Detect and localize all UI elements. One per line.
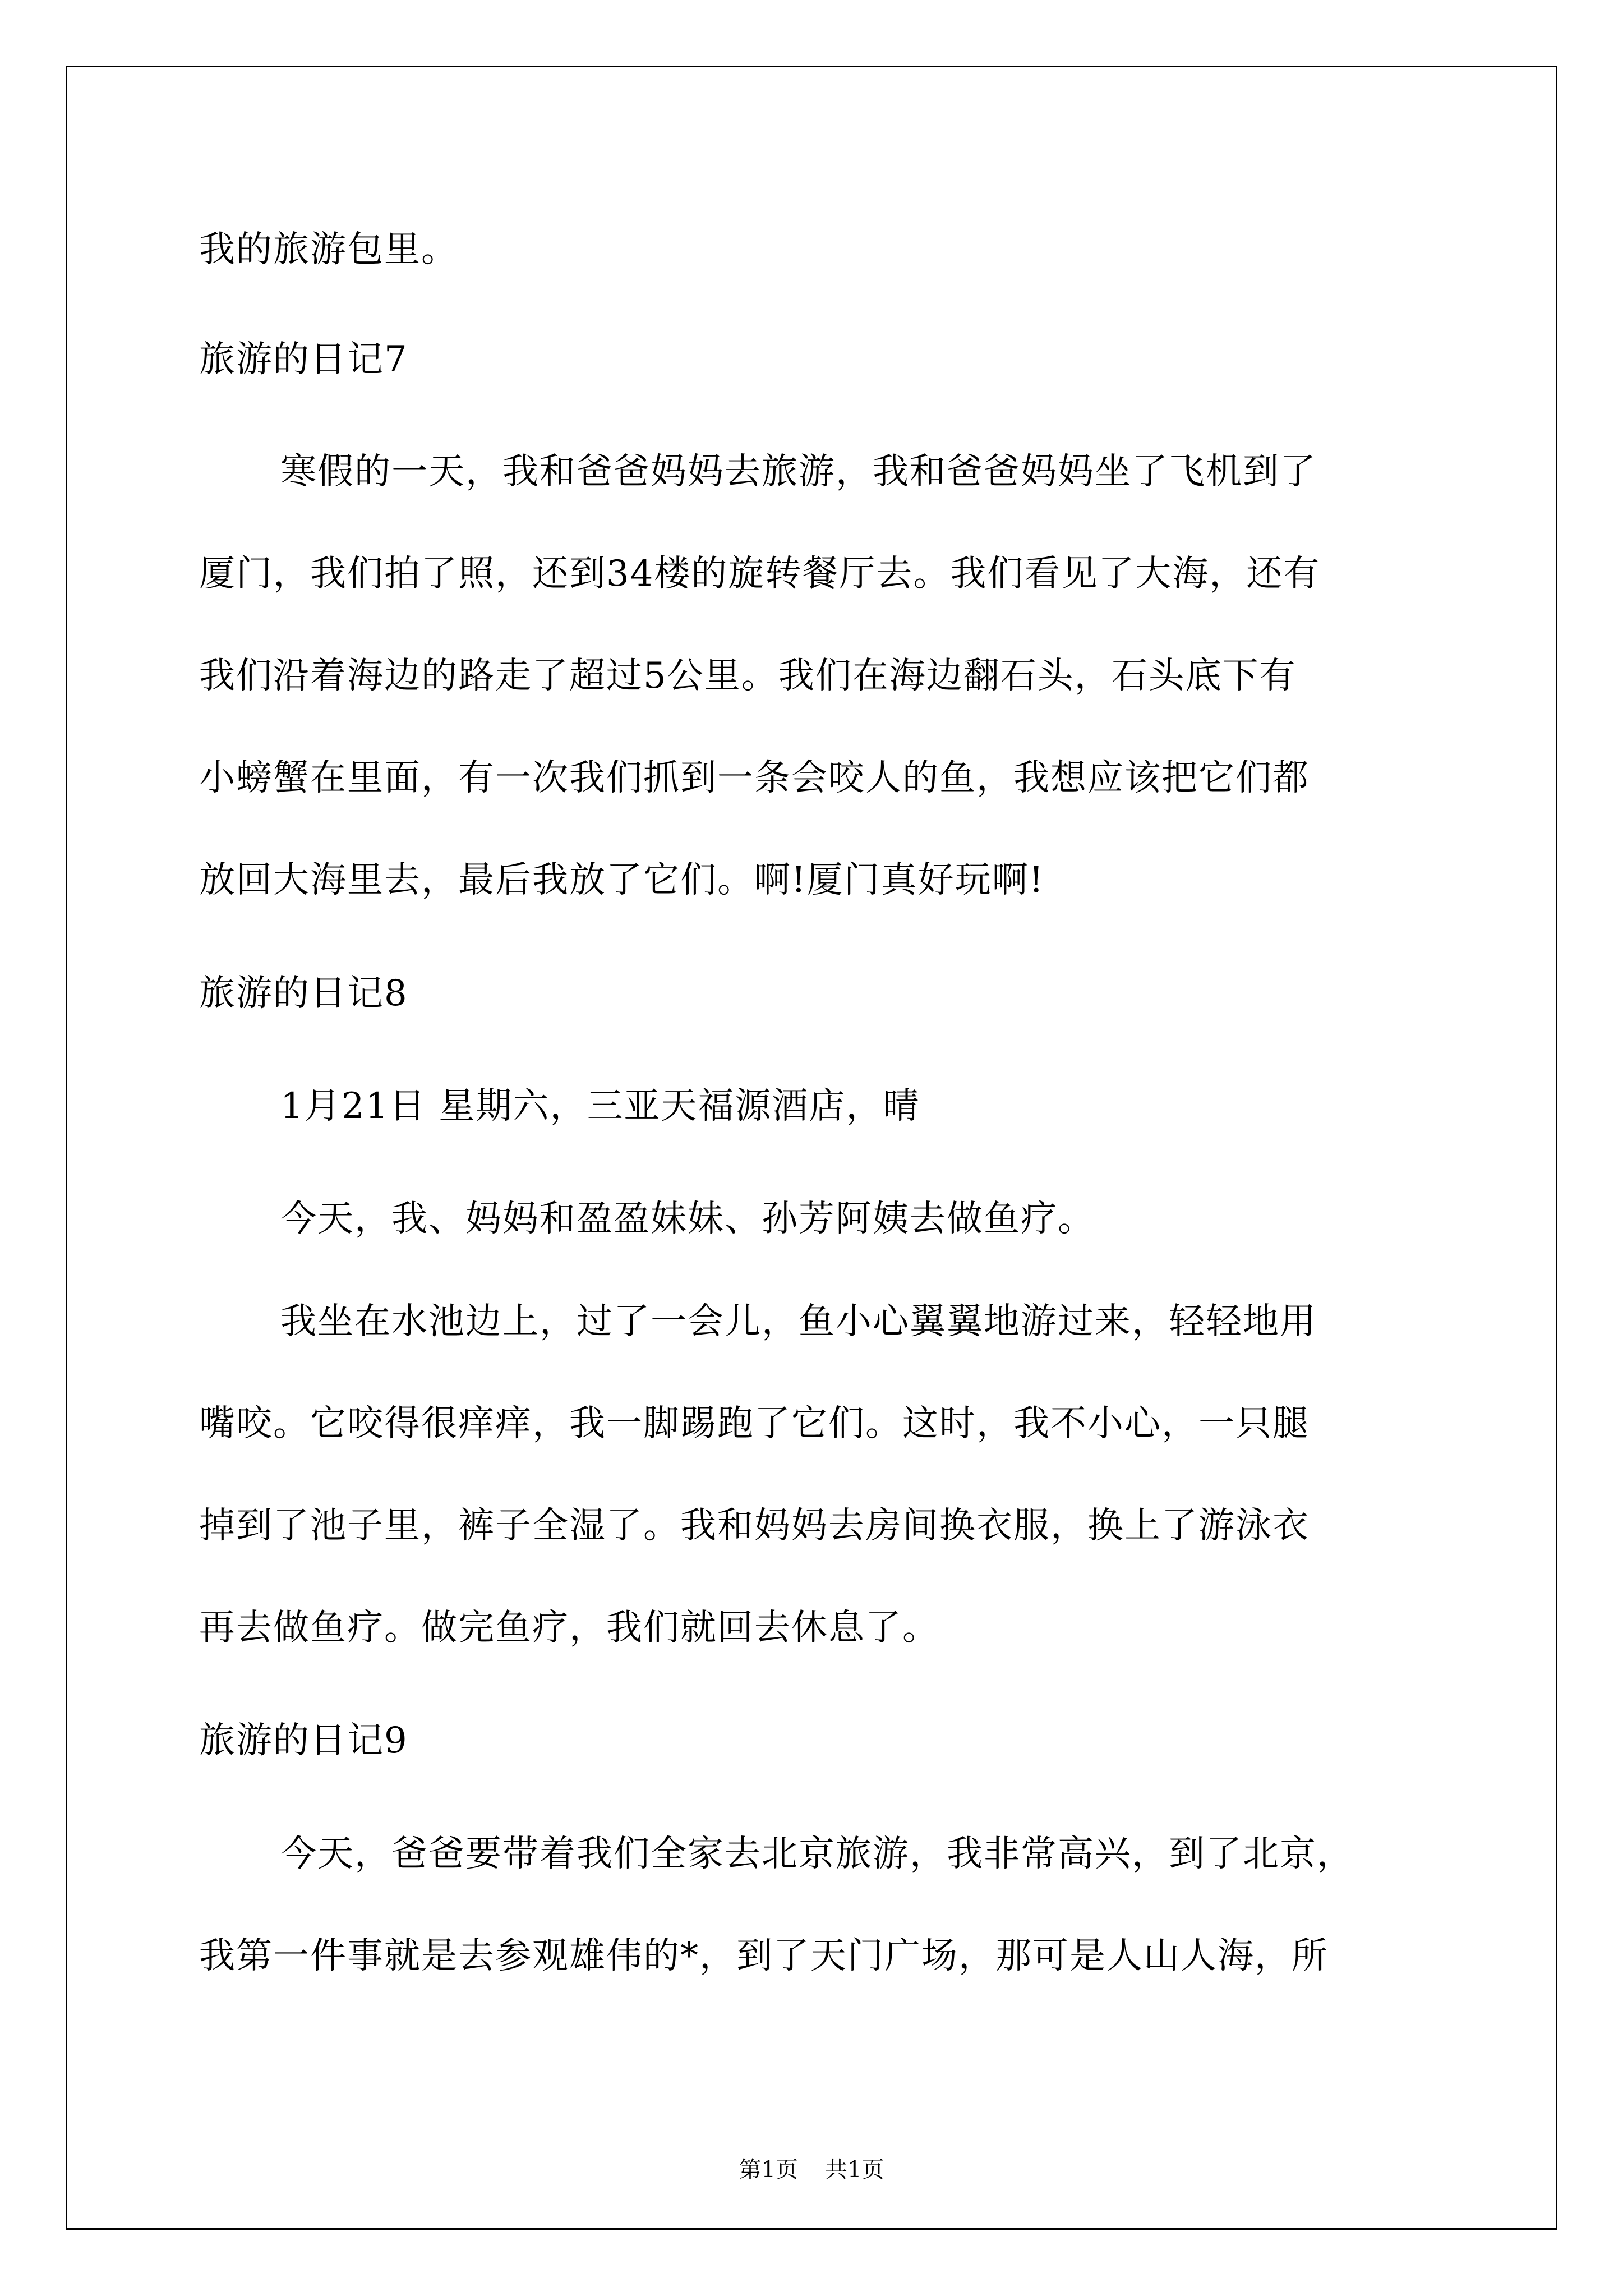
paragraph-line: 嘴咬。它咬得很痒痒，我一脚踢跑了它们。这时，我不小心，一只腿 xyxy=(199,1403,1310,1444)
page-footer xyxy=(0,2156,1623,2184)
page-total: 共1页 xyxy=(825,2157,884,2183)
paragraph-line: 我第一件事就是去参观雄伟的*，到了天门广场，那可是人山人海，所 xyxy=(199,1935,1329,1977)
section-heading: 旅游的日记8 xyxy=(199,973,408,1014)
paragraph-line: 小螃蟹在里面，有一次我们抓到一条会咬人的鱼，我想应该把它们都 xyxy=(199,757,1310,799)
section-heading: 旅游的日记7 xyxy=(199,339,408,380)
paragraph-line: 1月21日 星期六，三亚天福源酒店，晴 xyxy=(280,1085,920,1127)
paragraph-line: 再去做鱼疗。做完鱼疗，我们就回去休息了。 xyxy=(199,1607,939,1649)
paragraph-line: 寒假的一天，我和爸爸妈妈去旅游，我和爸爸妈妈坐了飞机到了 xyxy=(280,451,1317,493)
paragraph-line: 掉到了池子里，裤子全湿了。我和妈妈去房间换衣服，换上了游泳衣 xyxy=(199,1505,1310,1547)
paragraph-line: 今天，我、妈妈和盈盈妹妹、孙芳阿姨去做鱼疗。 xyxy=(280,1198,1095,1240)
paragraph-line: 放回大海里去，最后我放了它们。啊!厦门真好玩啊! xyxy=(199,859,1045,901)
paragraph-line: 今天，爸爸要带着我们全家去北京旅游，我非常高兴，到了北京， xyxy=(280,1833,1354,1875)
page-border xyxy=(66,66,1557,2230)
text-line: 我的旅游包里。 xyxy=(199,229,458,270)
paragraph-line: 我们沿着海边的路走了超过5公里。我们在海边翻石头，石头底下有 xyxy=(199,655,1297,697)
section-heading: 旅游的日记9 xyxy=(199,1720,408,1761)
paragraph-line: 厦门，我们拍了照，还到34楼的旋转餐厅去。我们看见了大海，还有 xyxy=(199,553,1321,595)
paragraph-line: 我坐在水池边上，过了一会儿，鱼小心翼翼地游过来，轻轻地用 xyxy=(280,1301,1317,1342)
page-number: 第1页 xyxy=(739,2157,798,2183)
